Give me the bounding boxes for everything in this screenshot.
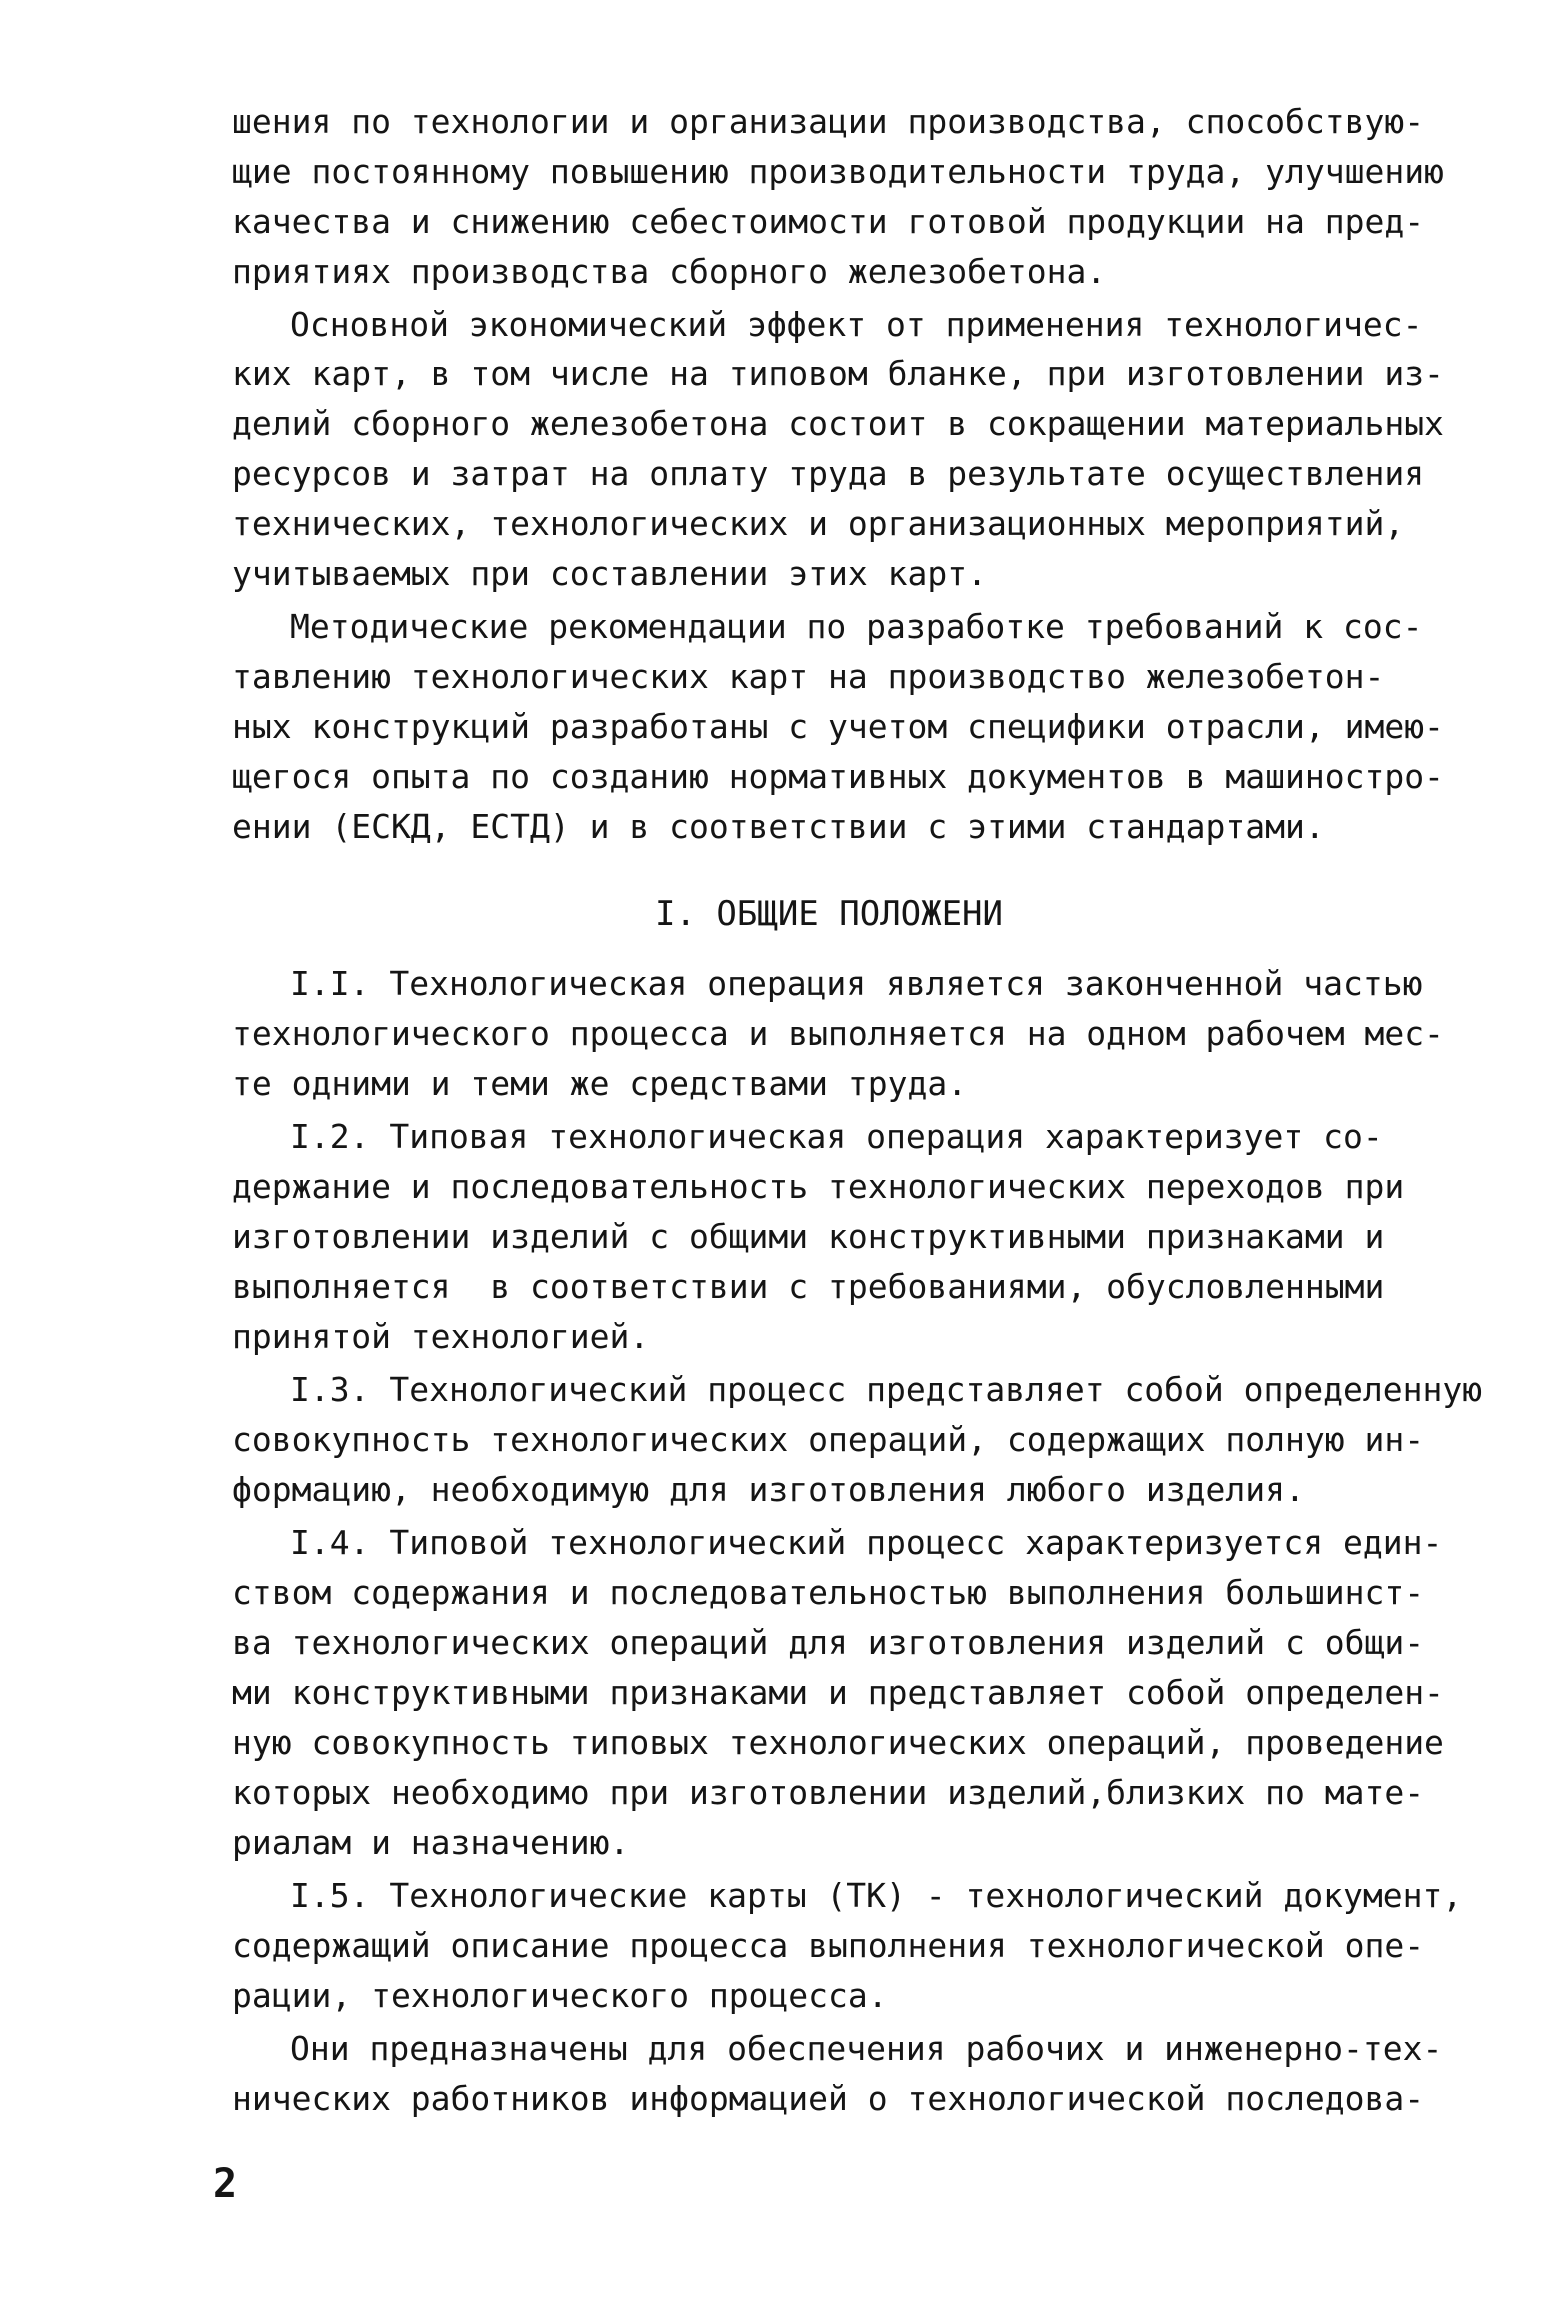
clause-line: I.5. Технологические карты (ТК) - технологический документ, (290, 1876, 1463, 1915)
text-line: качества и снижению себестоимости готовой продукции на пред- (232, 202, 1425, 241)
text-line: ных конструкций разработаны с учетом специфики отрасли, имею- (232, 707, 1444, 746)
clause-line: которых необходимо при изготовлении изделий,близких по мате- (232, 1773, 1425, 1812)
text-line: приятиях производства сборного железобетона. (232, 252, 1107, 291)
text-line: учитываемых при составлении этих карт. (232, 554, 987, 593)
text-line: щие постоянному повышению производительности труда, улучшению (232, 152, 1444, 191)
clause-line: I.2. Типовая технологическая операция характеризует со- (290, 1117, 1383, 1156)
clause-line: ством содержания и последовательностью выполнения большинст- (232, 1573, 1425, 1612)
clause-line: ную совокупность типовых технологических операций, проведение (232, 1723, 1444, 1762)
section-heading: I. ОБЩИЕ ПОЛОЖЕНИ (655, 894, 1003, 934)
page-number: 2 (213, 2161, 238, 2207)
text-line: Методические рекомендации по разработке требований к сос- (290, 607, 1423, 646)
clause-line: ми конструктивными признаками и представляет собой определен- (232, 1673, 1444, 1712)
clause-line: ва технологических операций для изготовления изделий с общи- (232, 1623, 1425, 1662)
clause-line: рации, технологического процесса. (232, 1976, 888, 2015)
clause-line: совокупность технологических операций, содержащих полную ин- (232, 1420, 1425, 1459)
clause-line: I.4. Типовой технологический процесс характеризуется един- (290, 1523, 1443, 1562)
clause-line: I.3. Технологический процесс представляет собой определенную (290, 1370, 1483, 1409)
clause-line: те одними и теми же средствами труда. (232, 1064, 968, 1103)
text-line: ресурсов и затрат на оплату труда в результате осуществления (232, 454, 1425, 493)
clause-line: принятой технологией. (232, 1317, 650, 1356)
clause-line: риалам и назначению. (232, 1823, 630, 1862)
clause-line: нических работников информацией о технологической последова- (232, 2079, 1425, 2118)
text-line: тавлению технологических карт на производство железобетон- (232, 657, 1385, 696)
text-line: ении (ЕСКД, ЕСТД) и в соответствии с этими стандартами. (232, 807, 1325, 846)
clause-line: I.I. Технологическая операция является законченной частью (290, 964, 1423, 1003)
clause-line: формацию, необходимую для изготовления любого изделия. (232, 1470, 1305, 1509)
clause-line: изготовлении изделий с общими конструктивными признаками и (232, 1217, 1385, 1256)
clause-line: держание и последовательность технологических переходов при (232, 1167, 1405, 1206)
text-line: ких карт, в том числе на типовом бланке, при изготовлении из- (232, 354, 1444, 393)
clause-line: Они предназначены для обеспечения рабочих и инженерно-тех- (290, 2029, 1443, 2068)
text-line: технических, технологических и организационных мероприятий, (232, 504, 1405, 543)
clause-line: технологического процесса и выполняется на одном рабочем мес- (232, 1014, 1444, 1053)
text-line: щегося опыта по созданию нормативных документов в машиностро- (232, 757, 1444, 796)
text-line: Основной экономический эффект от применения технологичес- (290, 305, 1423, 344)
text-line: делий сборного железобетона состоит в сокращении материальных (232, 404, 1444, 443)
text-line: шения по технологии и организации производства, способствую- (232, 102, 1425, 141)
clause-line: содержащий описание процесса выполнения технологической опе- (232, 1926, 1425, 1965)
clause-line: выполняется в соответствии с требованиями, обусловленными (232, 1267, 1385, 1306)
